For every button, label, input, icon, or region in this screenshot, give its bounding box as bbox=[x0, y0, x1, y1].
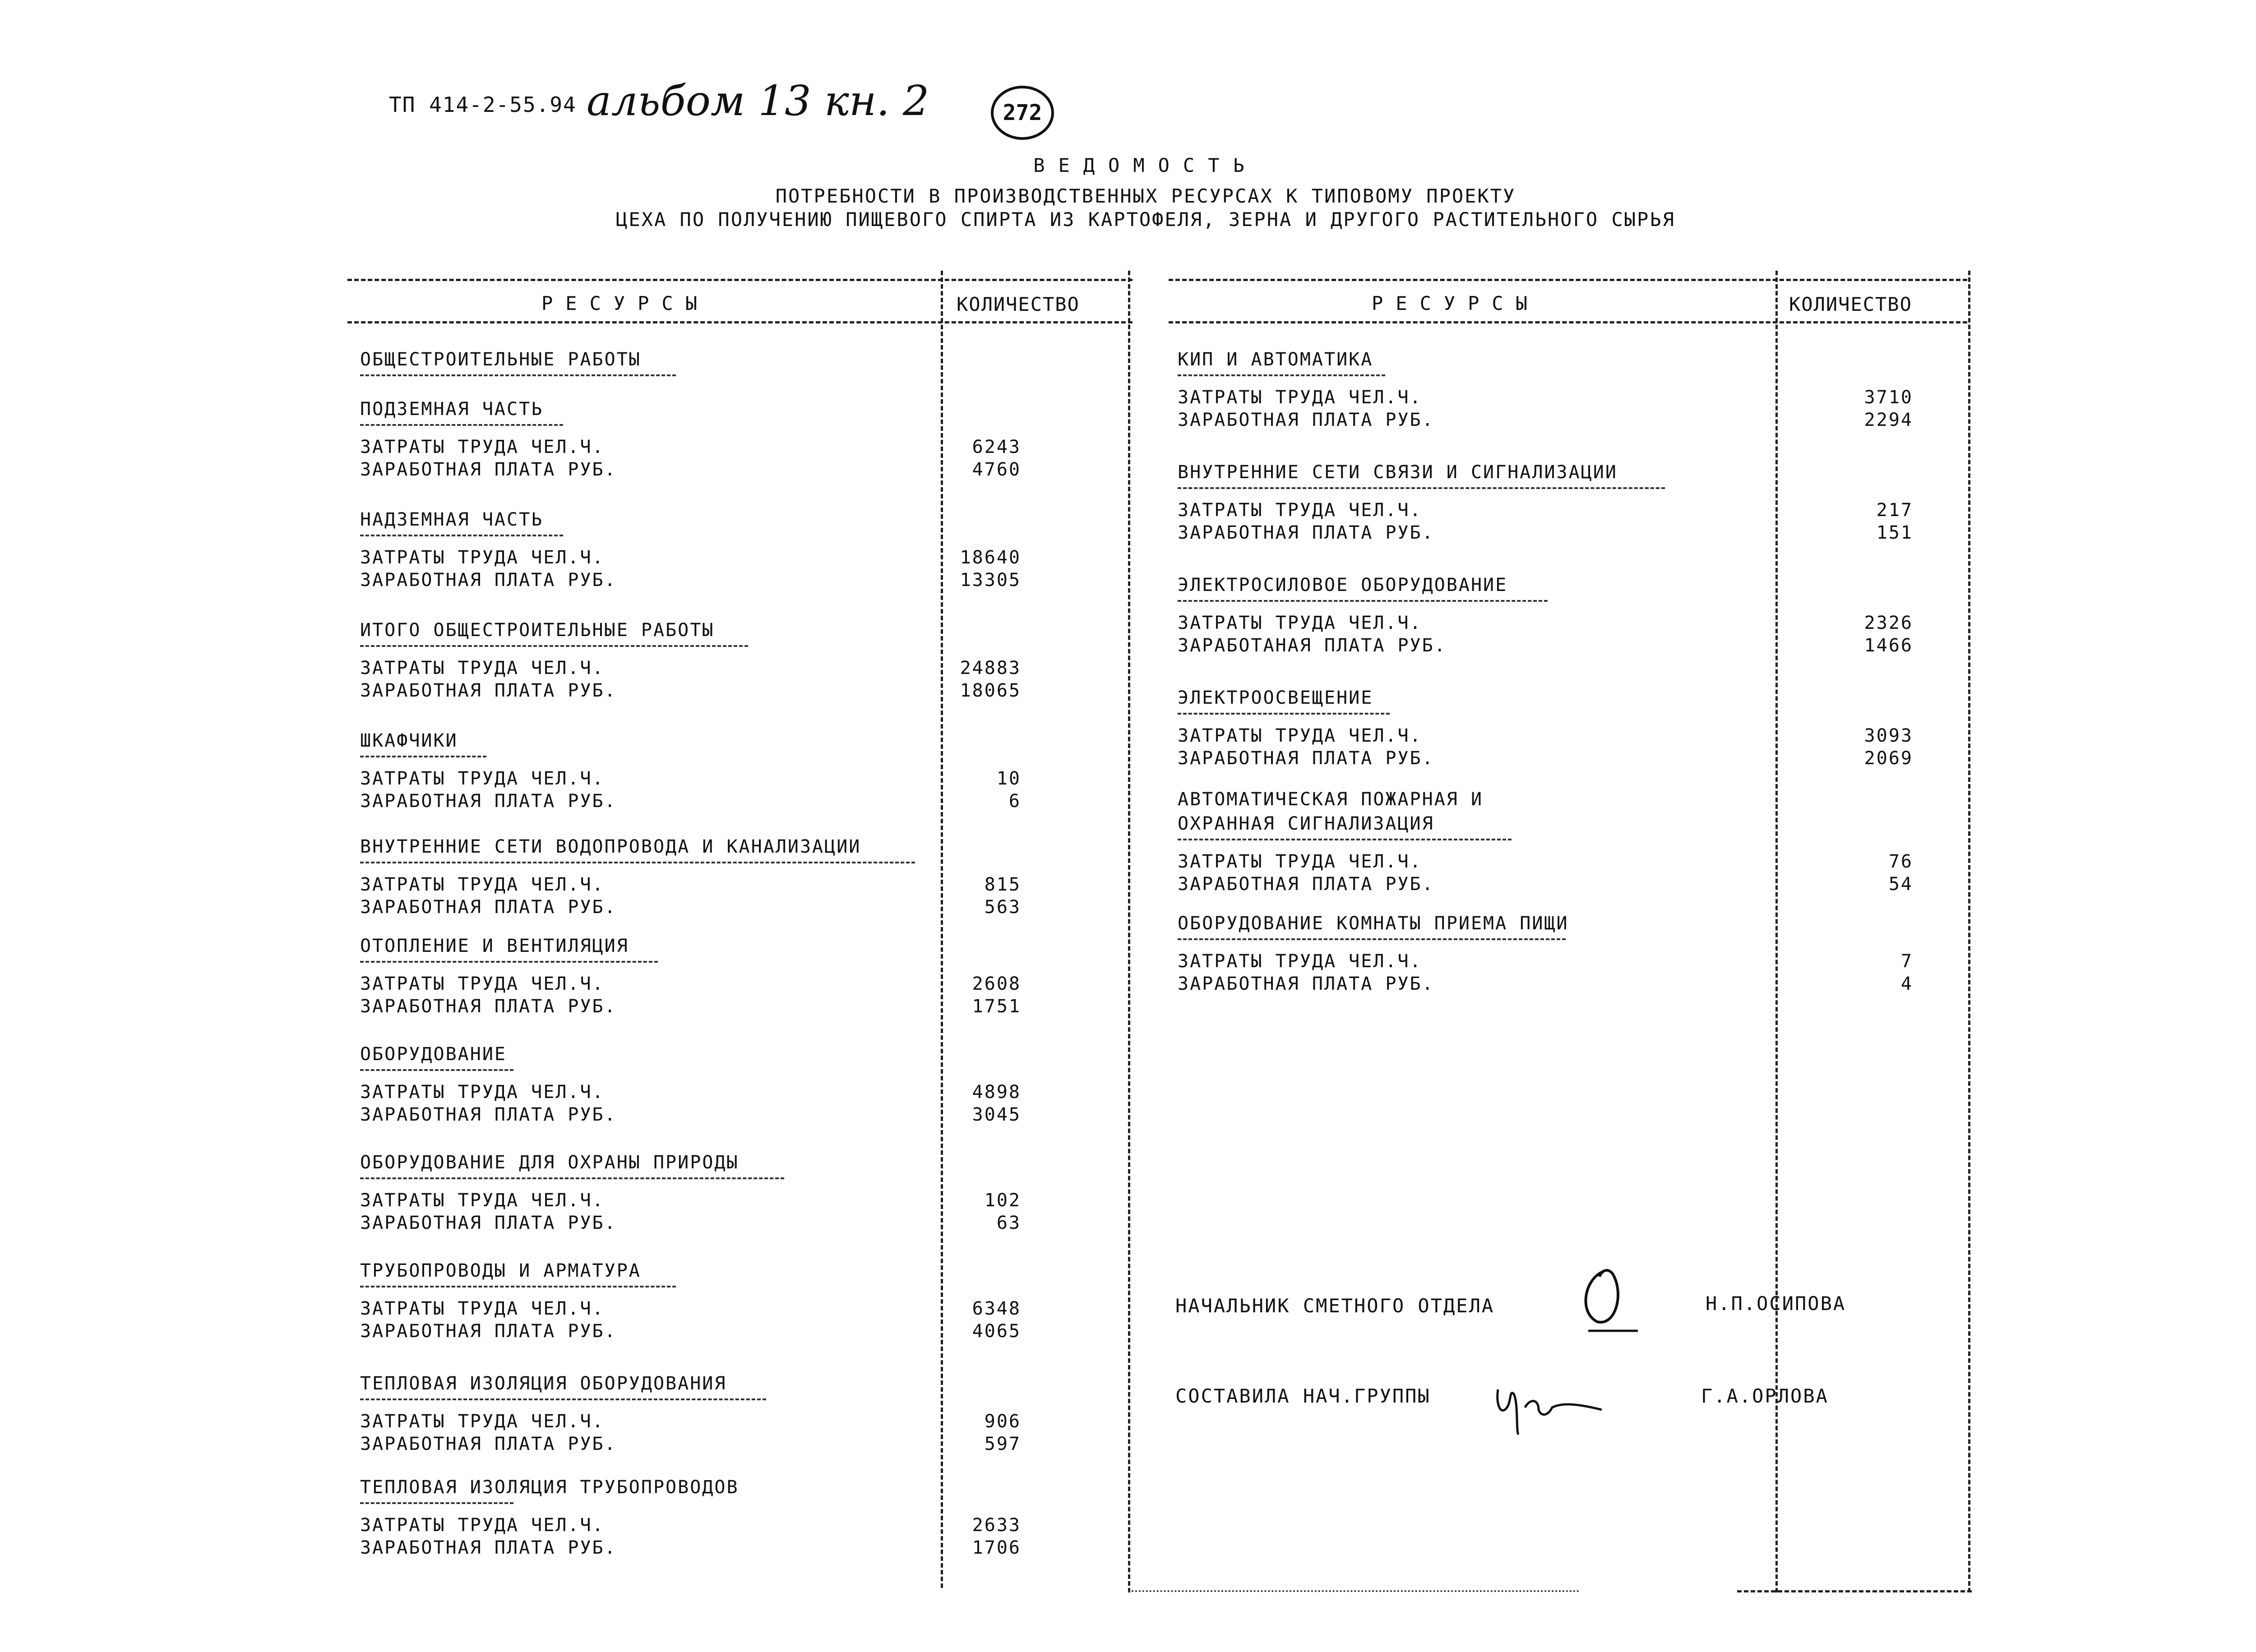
row-value: 1466 bbox=[1864, 635, 1913, 656]
row-label: ЗАРАБОТНАЯ ПЛАТА РУБ. bbox=[1178, 748, 1434, 769]
section-heating-ventilation bbox=[360, 934, 1037, 1018]
section-electric-lighting bbox=[1178, 686, 1945, 770]
section-title: ПОДЗЕМНАЯ ЧАСТЬ bbox=[360, 399, 544, 420]
section-underline bbox=[1178, 487, 1665, 489]
row-value: 4 bbox=[1900, 974, 1913, 994]
section-underline bbox=[1178, 374, 1385, 376]
section-power-equipment bbox=[1178, 573, 1945, 657]
document-subtitle-2: ЦЕХА ПО ПОЛУЧЕНИЮ ПИЩЕВОГО СПИРТА ИЗ КАРТОФЕЛЯ, ЗЕРНА И ДРУГОГО РАСТИТЕЛЬНОГО СЫРЬЯ bbox=[616, 208, 1675, 231]
row-label: ЗАТРАТЫ ТРУДА ЧЕЛ.Ч. bbox=[360, 658, 605, 678]
head-of-estimates-name: Н.П.ОСИПОВА bbox=[1706, 1292, 1846, 1315]
signature-head bbox=[1570, 1263, 1647, 1335]
wage-row bbox=[360, 995, 1037, 1018]
row-label: ЗАРАБОТНАЯ ПЛАТА РУБ. bbox=[1178, 874, 1434, 895]
section-underline bbox=[1178, 839, 1512, 840]
row-label: ЗАРАБОТНАЯ ПЛАТА РУБ. bbox=[360, 791, 617, 812]
section-underline bbox=[360, 374, 676, 376]
row-label: ЗАРАБОТНАЯ ПЛАТА РУБ. bbox=[360, 1104, 617, 1125]
row-label: ЗАРАБОТНАЯ ПЛАТА РУБ. bbox=[360, 570, 617, 591]
section-underline bbox=[1178, 713, 1390, 715]
row-value: 54 bbox=[1888, 874, 1913, 895]
row-value: 2069 bbox=[1864, 748, 1913, 769]
row-label: ЗАРАБОТНАЯ ПЛАТА РУБ. bbox=[360, 1213, 617, 1233]
right-bottom-rule bbox=[1737, 1590, 1972, 1592]
row-label: ЗАТРАТЫ ТРУДА ЧЕЛ.Ч. bbox=[1178, 500, 1422, 521]
wage-row bbox=[1178, 747, 1945, 770]
document-code: ТП 414-2-55.94 bbox=[389, 92, 577, 117]
row-label: ЗАТРАТЫ ТРУДА ЧЕЛ.Ч. bbox=[360, 1515, 605, 1536]
labor-cost-row bbox=[360, 1297, 1037, 1320]
wage-row bbox=[360, 1537, 1037, 1559]
labor-cost-row bbox=[360, 767, 1037, 790]
wage-row bbox=[1178, 873, 1945, 895]
row-label: ЗАРАБОТНАЯ ПЛАТА РУБ. bbox=[1178, 974, 1434, 994]
row-value: 1751 bbox=[972, 996, 1021, 1017]
section-general-construction bbox=[360, 347, 1037, 386]
wage-row bbox=[360, 569, 1037, 591]
row-value: 151 bbox=[1876, 522, 1913, 543]
row-value: 906 bbox=[984, 1411, 1021, 1432]
row-label: ЗАТРАТЫ ТРУДА ЧЕЛ.Ч. bbox=[1178, 725, 1422, 746]
wage-row bbox=[360, 1433, 1037, 1455]
row-value: 18640 bbox=[960, 547, 1021, 568]
section-title: ОБОРУДОВАНИЕ ДЛЯ ОХРАНЫ ПРИРОДЫ bbox=[360, 1152, 739, 1173]
section-title: ТЕПЛОВАЯ ИЗОЛЯЦИЯ ОБОРУДОВАНИЯ bbox=[360, 1373, 727, 1394]
section-title: ВНУТРЕННИЕ СЕТИ ВОДОПРОВОДА И КАНАЛИЗАЦИИ bbox=[360, 836, 861, 857]
section-underline bbox=[1178, 600, 1548, 602]
head-of-estimates-title: НАЧАЛЬНИК СМЕТНОГО ОТДЕЛА bbox=[1175, 1295, 1495, 1317]
row-value: 102 bbox=[984, 1190, 1021, 1211]
row-value: 2294 bbox=[1864, 410, 1913, 430]
row-label: ЗАРАБОТАНАЯ ПЛАТА РУБ. bbox=[1178, 635, 1447, 656]
row-value: 24883 bbox=[960, 658, 1021, 678]
section-instrumentation bbox=[1178, 347, 1945, 431]
row-label: ЗАРАБОТНАЯ ПЛАТА РУБ. bbox=[360, 1321, 617, 1342]
row-label: ЗАТРАТЫ ТРУДА ЧЕЛ.Ч. bbox=[1178, 613, 1422, 633]
section-title: КИП И АВТОМАТИКА bbox=[1178, 349, 1373, 370]
row-value: 815 bbox=[984, 874, 1021, 895]
row-value: 4760 bbox=[972, 459, 1021, 480]
section-underground bbox=[360, 397, 1037, 481]
wage-row bbox=[360, 1103, 1037, 1126]
row-label: ЗАТРАТЫ ТРУДА ЧЕЛ.Ч. bbox=[1178, 951, 1422, 972]
labor-cost-row bbox=[360, 657, 1037, 679]
wage-row bbox=[360, 458, 1037, 481]
right-table-header-rule bbox=[1169, 321, 1967, 323]
section-title: ЭЛЕКТРОСИЛОВОЕ ОБОРУДОВАНИЕ bbox=[1178, 575, 1508, 595]
section-title: ОБЩЕСТРОИТЕЛЬНЫЕ РАБОТЫ bbox=[360, 349, 641, 370]
section-equipment bbox=[360, 1042, 1037, 1126]
page-number: 272 bbox=[991, 86, 1054, 140]
left-table-header-rule bbox=[347, 321, 1133, 323]
section-underline bbox=[360, 1502, 513, 1504]
row-label: ЗАРАБОТНАЯ ПЛАТА РУБ. bbox=[360, 459, 617, 480]
section-underline bbox=[360, 1286, 676, 1287]
row-value: 2633 bbox=[972, 1515, 1021, 1536]
row-value: 18065 bbox=[960, 680, 1021, 701]
section-underline bbox=[1178, 938, 1566, 940]
section-pipeline-insulation bbox=[360, 1475, 1037, 1559]
section-title: ТРУБОПРОВОДЫ И АРМАТУРА bbox=[360, 1260, 641, 1281]
row-value: 7 bbox=[1900, 951, 1913, 972]
row-label: ЗАТРАТЫ ТРУДА ЧЕЛ.Ч. bbox=[360, 1298, 605, 1319]
row-label: ЗАТРАТЫ ТРУДА ЧЕЛ.Ч. bbox=[360, 974, 605, 994]
section-pipelines-fittings bbox=[360, 1259, 1037, 1343]
section-environmental-equipment bbox=[360, 1150, 1037, 1234]
wage-row bbox=[1178, 973, 1945, 995]
section-title: ОТОПЛЕНИЕ И ВЕНТИЛЯЦИЯ bbox=[360, 936, 629, 956]
row-label: ЗАРАБОТНАЯ ПЛАТА РУБ. bbox=[360, 996, 617, 1017]
right-table-top-rule bbox=[1169, 279, 1967, 281]
wage-row bbox=[360, 1320, 1037, 1343]
group-leader-name: Г.А.ОРЛОВА bbox=[1701, 1385, 1829, 1407]
labor-cost-row bbox=[360, 873, 1037, 896]
row-value: 6243 bbox=[972, 437, 1021, 457]
row-label: ЗАТРАТЫ ТРУДА ЧЕЛ.Ч. bbox=[360, 874, 605, 895]
section-underline bbox=[360, 1177, 784, 1179]
labor-cost-row bbox=[1178, 612, 1945, 634]
row-label: ЗАРАБОТНАЯ ПЛАТА РУБ. bbox=[360, 1434, 617, 1454]
section-communication-networks bbox=[1178, 460, 1945, 544]
section-underline bbox=[360, 1069, 513, 1071]
wage-row bbox=[360, 679, 1037, 702]
row-value: 2608 bbox=[972, 974, 1021, 994]
row-value: 1706 bbox=[972, 1537, 1021, 1558]
section-underline bbox=[360, 535, 563, 536]
wage-row bbox=[1178, 521, 1945, 544]
section-title-continued: ОХРАННАЯ СИГНАЛИЗАЦИЯ bbox=[1178, 813, 1434, 834]
center-divider bbox=[1128, 271, 1130, 1592]
row-value: 3710 bbox=[1864, 387, 1913, 408]
bottom-scan-rule bbox=[1128, 1590, 1579, 1592]
section-underline bbox=[360, 1398, 766, 1400]
row-value: 3093 bbox=[1864, 725, 1913, 746]
row-value: 597 bbox=[984, 1434, 1021, 1454]
row-value: 217 bbox=[1876, 500, 1913, 521]
group-leader-title: СОСТАВИЛА НАЧ.ГРУППЫ bbox=[1175, 1385, 1431, 1407]
signature-compiler bbox=[1489, 1376, 1606, 1439]
row-label: ЗАРАБОТНАЯ ПЛАТА РУБ. bbox=[360, 897, 617, 918]
row-label: ЗАТРАТЫ ТРУДА ЧЕЛ.Ч. bbox=[360, 547, 605, 568]
row-label: ЗАРАБОТНАЯ ПЛАТА РУБ. bbox=[360, 680, 617, 701]
labor-cost-row bbox=[360, 1514, 1037, 1537]
row-value: 10 bbox=[996, 768, 1021, 789]
labor-cost-row bbox=[360, 973, 1037, 995]
row-value: 2326 bbox=[1864, 613, 1913, 633]
section-underline bbox=[360, 862, 915, 863]
wage-row bbox=[360, 896, 1037, 918]
wage-row bbox=[360, 790, 1037, 812]
row-label: ЗАТРАТЫ ТРУДА ЧЕЛ.Ч. bbox=[360, 768, 605, 789]
row-value: 563 bbox=[984, 897, 1021, 918]
left-resources-header: РЕСУРСЫ bbox=[541, 292, 710, 314]
row-label: ЗАРАБОТНАЯ ПЛАТА РУБ. bbox=[1178, 522, 1434, 543]
section-equipment-insulation bbox=[360, 1371, 1037, 1455]
section-underline bbox=[360, 424, 563, 426]
wage-row bbox=[360, 1212, 1037, 1234]
section-lockers bbox=[360, 729, 1037, 812]
handwritten-note: альбом 13 кн. 2 bbox=[587, 77, 929, 125]
left-quantity-header: КОЛИЧЕСТВО bbox=[957, 293, 1080, 315]
row-label: ЗАТРАТЫ ТРУДА ЧЕЛ.Ч. bbox=[1178, 387, 1422, 408]
row-value: 76 bbox=[1888, 851, 1913, 872]
section-title: ШКАФЧИКИ bbox=[360, 730, 458, 751]
row-label: ЗАРАБОТНАЯ ПЛАТА РУБ. bbox=[1178, 410, 1434, 430]
row-label: ЗАТРАТЫ ТРУДА ЧЕЛ.Ч. bbox=[360, 1411, 605, 1432]
row-label: ЗАТРАТЫ ТРУДА ЧЕЛ.Ч. bbox=[360, 437, 605, 457]
section-water-sewer bbox=[360, 835, 1037, 918]
section-dining-room-equipment bbox=[1178, 911, 1945, 995]
labor-cost-row bbox=[1178, 386, 1945, 409]
section-underline bbox=[360, 756, 486, 757]
right-quantity-header: КОЛИЧЕСТВО bbox=[1789, 293, 1912, 315]
labor-cost-row bbox=[360, 436, 1037, 458]
section-title: ТЕПЛОВАЯ ИЗОЛЯЦИЯ ТРУБОПРОВОДОВ bbox=[360, 1477, 739, 1498]
row-label: ЗАРАБОТНАЯ ПЛАТА РУБ. bbox=[360, 1537, 617, 1558]
labor-cost-row bbox=[360, 1189, 1037, 1212]
section-underline bbox=[360, 961, 658, 963]
section-underline bbox=[360, 645, 748, 647]
section-title: НАДЗЕМНАЯ ЧАСТЬ bbox=[360, 509, 544, 530]
row-value: 6 bbox=[1008, 791, 1021, 812]
labor-cost-row bbox=[1178, 499, 1945, 521]
row-label: ЗАТРАТЫ ТРУДА ЧЕЛ.Ч. bbox=[1178, 851, 1422, 872]
labor-cost-row bbox=[1178, 724, 1945, 747]
document-subtitle-1: ПОТРЕБНОСТИ В ПРОИЗВОДСТВЕННЫХ РЕСУРСАХ К ТИПОВОМУ ПРОЕКТУ bbox=[775, 185, 1516, 207]
section-title: ВНУТРЕННИЕ СЕТИ СВЯЗИ И СИГНАЛИЗАЦИИ bbox=[1178, 462, 1618, 483]
row-value: 4898 bbox=[972, 1082, 1021, 1103]
labor-cost-row bbox=[360, 1410, 1037, 1433]
labor-cost-row bbox=[360, 546, 1037, 569]
row-label: ЗАТРАТЫ ТРУДА ЧЕЛ.Ч. bbox=[360, 1190, 605, 1211]
row-label: ЗАТРАТЫ ТРУДА ЧЕЛ.Ч. bbox=[360, 1082, 605, 1103]
section-title: ЭЛЕКТРООСВЕЩЕНИЕ bbox=[1178, 688, 1373, 708]
section-title: ОБОРУДОВАНИЕ КОМНАТЫ ПРИЕМА ПИЩИ bbox=[1178, 913, 1569, 934]
row-value: 6348 bbox=[972, 1298, 1021, 1319]
row-value: 4065 bbox=[972, 1321, 1021, 1342]
section-title: АВТОМАТИЧЕСКАЯ ПОЖАРНАЯ И bbox=[1178, 789, 1484, 810]
labor-cost-row bbox=[1178, 850, 1945, 873]
right-border bbox=[1968, 271, 1970, 1592]
wage-row bbox=[1178, 409, 1945, 431]
right-resources-header: РЕСУРСЫ bbox=[1372, 292, 1540, 314]
section-title: ОБОРУДОВАНИЕ bbox=[360, 1044, 507, 1065]
row-value: 63 bbox=[996, 1213, 1021, 1233]
labor-cost-row bbox=[1178, 950, 1945, 973]
section-aboveground bbox=[360, 508, 1037, 591]
section-title: ИТОГО ОБЩЕСТРОИТЕЛЬНЫЕ РАБОТЫ bbox=[360, 620, 715, 641]
document-title: ВЕДОМОСТЬ bbox=[1033, 154, 1258, 176]
wage-row bbox=[1178, 634, 1945, 657]
row-value: 3045 bbox=[972, 1104, 1021, 1125]
section-total-general bbox=[360, 618, 1037, 702]
row-value: 13305 bbox=[960, 570, 1021, 591]
section-fire-security-alarm bbox=[1178, 787, 1945, 895]
labor-cost-row bbox=[360, 1081, 1037, 1103]
left-table-top-rule bbox=[347, 279, 1133, 281]
